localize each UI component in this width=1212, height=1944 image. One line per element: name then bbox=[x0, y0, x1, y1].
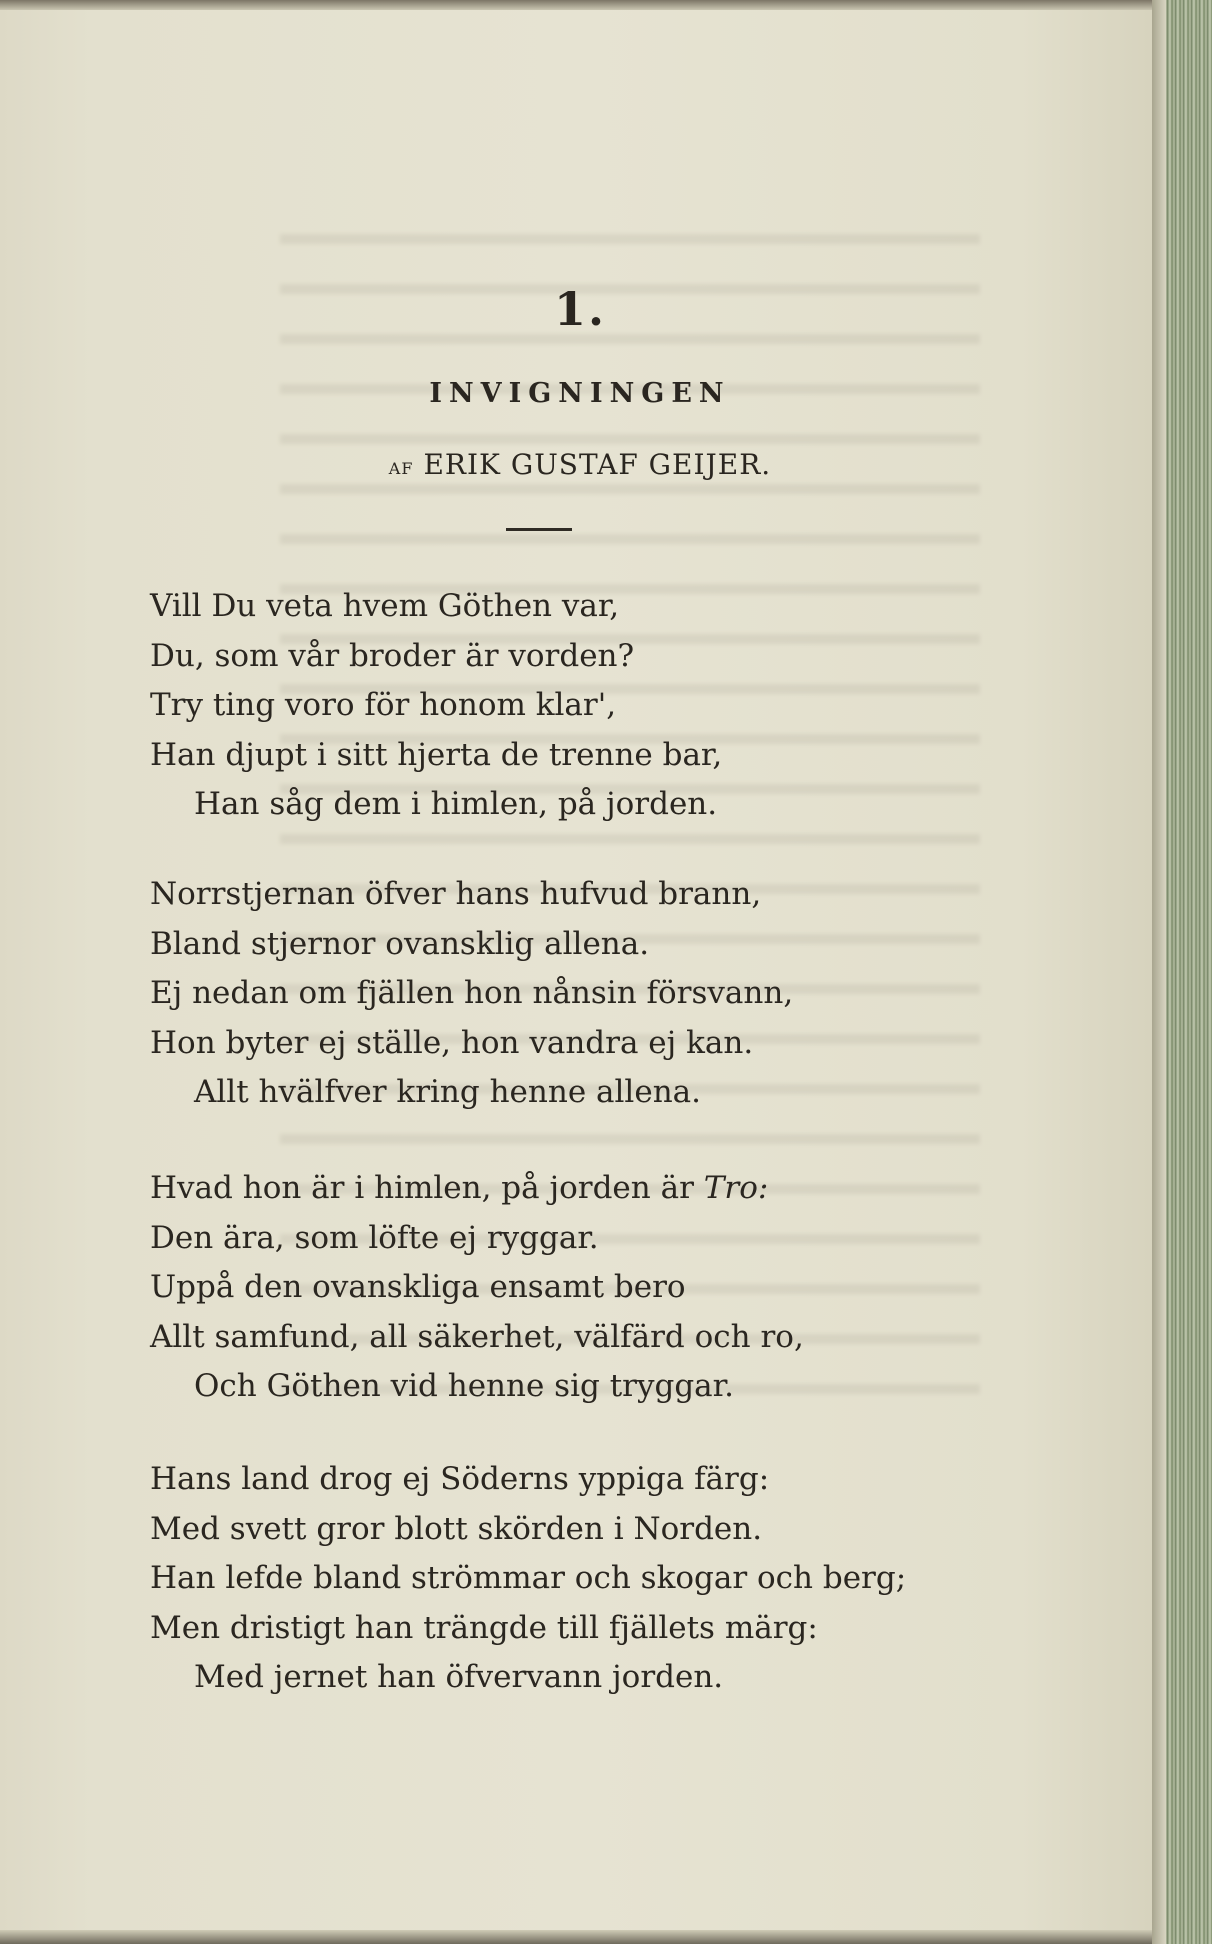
verse-line: Med jernet han öfvervann jorden. bbox=[194, 1659, 724, 1695]
page-edges bbox=[1152, 0, 1212, 1944]
verse-line: Han lefde bland strömmar och skogar och berg; bbox=[150, 1560, 907, 1596]
stanza-4 bbox=[150, 1455, 1030, 1703]
stanza-1 bbox=[150, 582, 1030, 830]
verse-line: Try ting voro för honom klar', bbox=[150, 687, 617, 723]
verse-line: Allt hvälfver kring henne allena. bbox=[194, 1074, 701, 1110]
chapter-number: 1. bbox=[553, 282, 607, 336]
verse-emphasis: Tro: bbox=[703, 1170, 769, 1206]
author-prefix: AF bbox=[388, 459, 414, 478]
verse-line: Och Göthen vid henne sig tryggar. bbox=[194, 1368, 734, 1404]
verse-line: Ej nedan om fjällen hon nånsin försvann, bbox=[150, 975, 794, 1011]
verse-line-text: Hvad hon är i himlen, på jorden är bbox=[150, 1170, 704, 1206]
stanza-2 bbox=[150, 870, 1030, 1118]
verse-line: Norrstjernan öfver hans hufvud brann, bbox=[150, 876, 762, 912]
verse-line: Med svett gror blott skörden i Norden. bbox=[150, 1510, 763, 1547]
verse-line bbox=[150, 1164, 1030, 1214]
verse-line: Vill Du veta hvem Göthen var, bbox=[150, 588, 620, 624]
verse-line: Den ära, som löfte ej ryggar. bbox=[150, 1219, 599, 1256]
verse-line: Hans land drog ej Söderns yppiga färg: bbox=[150, 1461, 770, 1497]
poem-title: INVIGNINGEN bbox=[429, 378, 731, 409]
verse-line: Hon byter ej ställe, hon vandra ej kan. bbox=[150, 1024, 754, 1061]
verse-line: Han djupt i sitt hjerta de trenne bar, bbox=[150, 736, 723, 773]
verse-line: Han såg dem i himlen, på jorden. bbox=[194, 786, 718, 822]
verse-line: Du, som vår broder är vorden? bbox=[150, 637, 635, 674]
poem-author bbox=[0, 448, 1160, 481]
verse-line: Bland stjernor ovansklig allena. bbox=[150, 925, 650, 962]
title-divider bbox=[506, 528, 572, 531]
verse-line: Uppå den ovanskliga ensamt bero bbox=[150, 1269, 686, 1305]
author-name: ERIK GUSTAF GEIJER. bbox=[423, 448, 772, 481]
verse-line: Allt samfund, all säkerhet, välfärd och ro, bbox=[150, 1318, 804, 1355]
stanza-3 bbox=[150, 1164, 1030, 1412]
verse-line: Men dristigt han trängde till fjällets märg: bbox=[150, 1609, 818, 1646]
